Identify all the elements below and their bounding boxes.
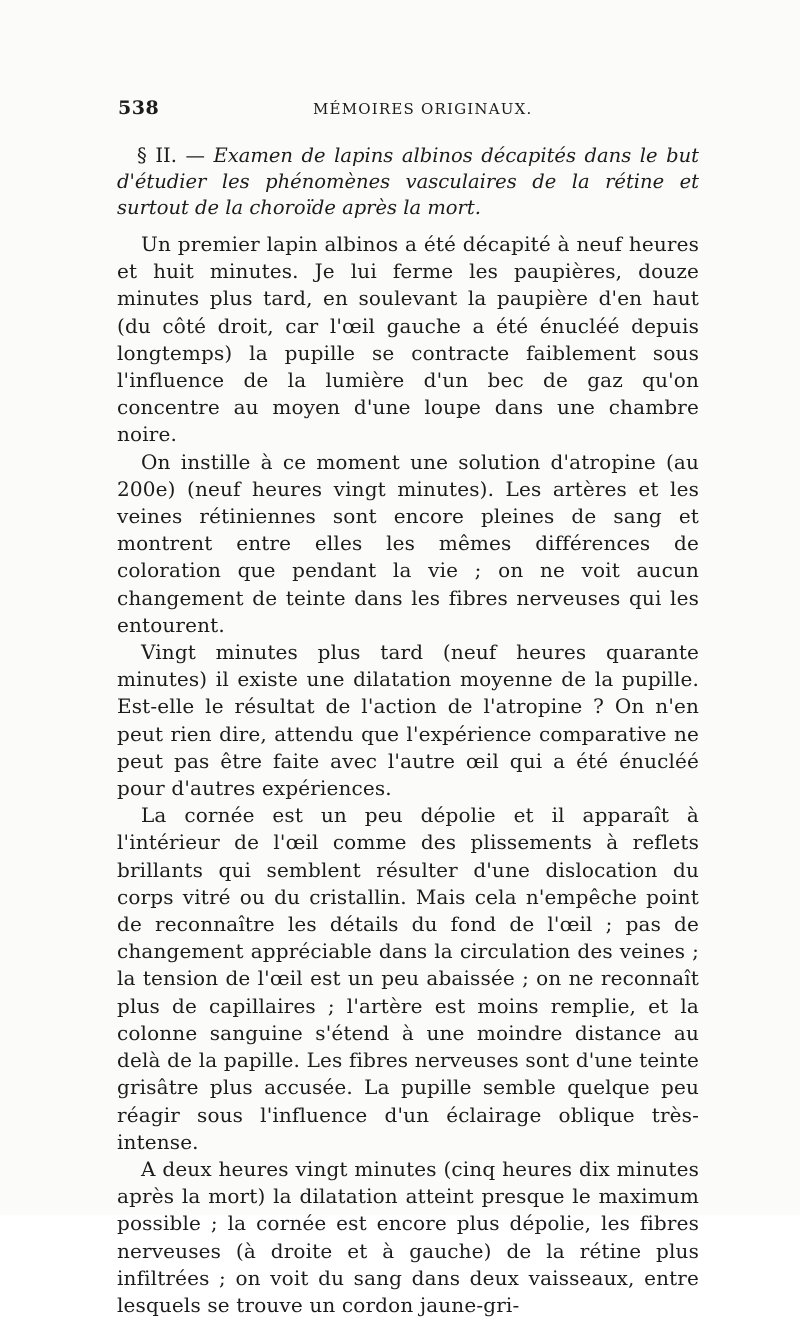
paragraph: Vingt minutes plus tard (neuf heures quarante minutes) il existe une dilatation moyenne de la pupille. Est-elle le résultat de l'action de l'atropine ? On n'en peut rien dire, attendu que l'expérience comparative ne peut pas être faite avec l'autre œil qui a été énucléé pour d'autres expériences.: [117, 640, 699, 801]
paragraph: La cornée est un peu dépolie et il apparaît à l'intérieur de l'œil comme des plissements à reflets brillants qui semblent résulter d'une dislocation du corps vitré ou du cristallin. Mais cela n'empêche point de reconnaître les détails du fond de l'œil ; pas de changement appréciable dans la circulation des veines ; la tension de l'œil est un peu abaissée ; on ne reconnaît plus de capillaires ; l'artère est moins remplie, et la colonne sanguine s'étend à une moindre distance au delà de la papille. Les fibres nerveuses sont d'une teinte grisâtre plus accusée. La pupille semble quelque peu réagir sous l'influence d'un éclairage oblique très-intense.: [117, 803, 699, 1154]
section-title: Examen de lapins albinos décapités dans le but d'étudier les phénomènes vasculaires de la rétine et surtout de la choroïde après la mort.: [117, 144, 699, 219]
page-number: 538: [118, 97, 160, 119]
page-header: [118, 97, 700, 127]
paragraph: On instille à ce moment une solution d'atropine (au 200e) (neuf heures vingt minutes). Les artères et les veines rétiniennes sont encore pleines de sang et montrent entre elles les mêmes différences de coloration que pendant la vie ; on ne voit aucun changement de teinte dans les fibres nerveuses qui les entourent.: [117, 449, 699, 637]
section-heading: [117, 143, 699, 221]
page-body: [117, 143, 699, 1319]
running-head: MÉMOIRES ORIGINAUX.: [313, 100, 533, 118]
paragraph: Un premier lapin albinos a été décapité à neuf heures et huit minutes. Je lui ferme les paupières, douze minutes plus tard, en soulevant la paupière d'en haut (du côté droit, car l'œil gauche a été énucléé depuis longtemps) la pupille se contracte faiblement sous l'influence de la lumière d'un bec de gaz qu'on concentre au moyen d'une loupe dans une chambre noire.: [117, 232, 699, 447]
paragraph: A deux heures vingt minutes (cinq heures dix minutes après la mort) la dilatation atteint presque le maximum possible ; la cornée est encore plus dépolie, les fibres nerveuses (à droite et à gauche) de la rétine plus infiltrées ; on voit du sang dans deux vaisseaux, entre lesquels se trouve un cordon jaune-gri-: [117, 1156, 699, 1317]
section-number: § II. —: [137, 144, 214, 167]
